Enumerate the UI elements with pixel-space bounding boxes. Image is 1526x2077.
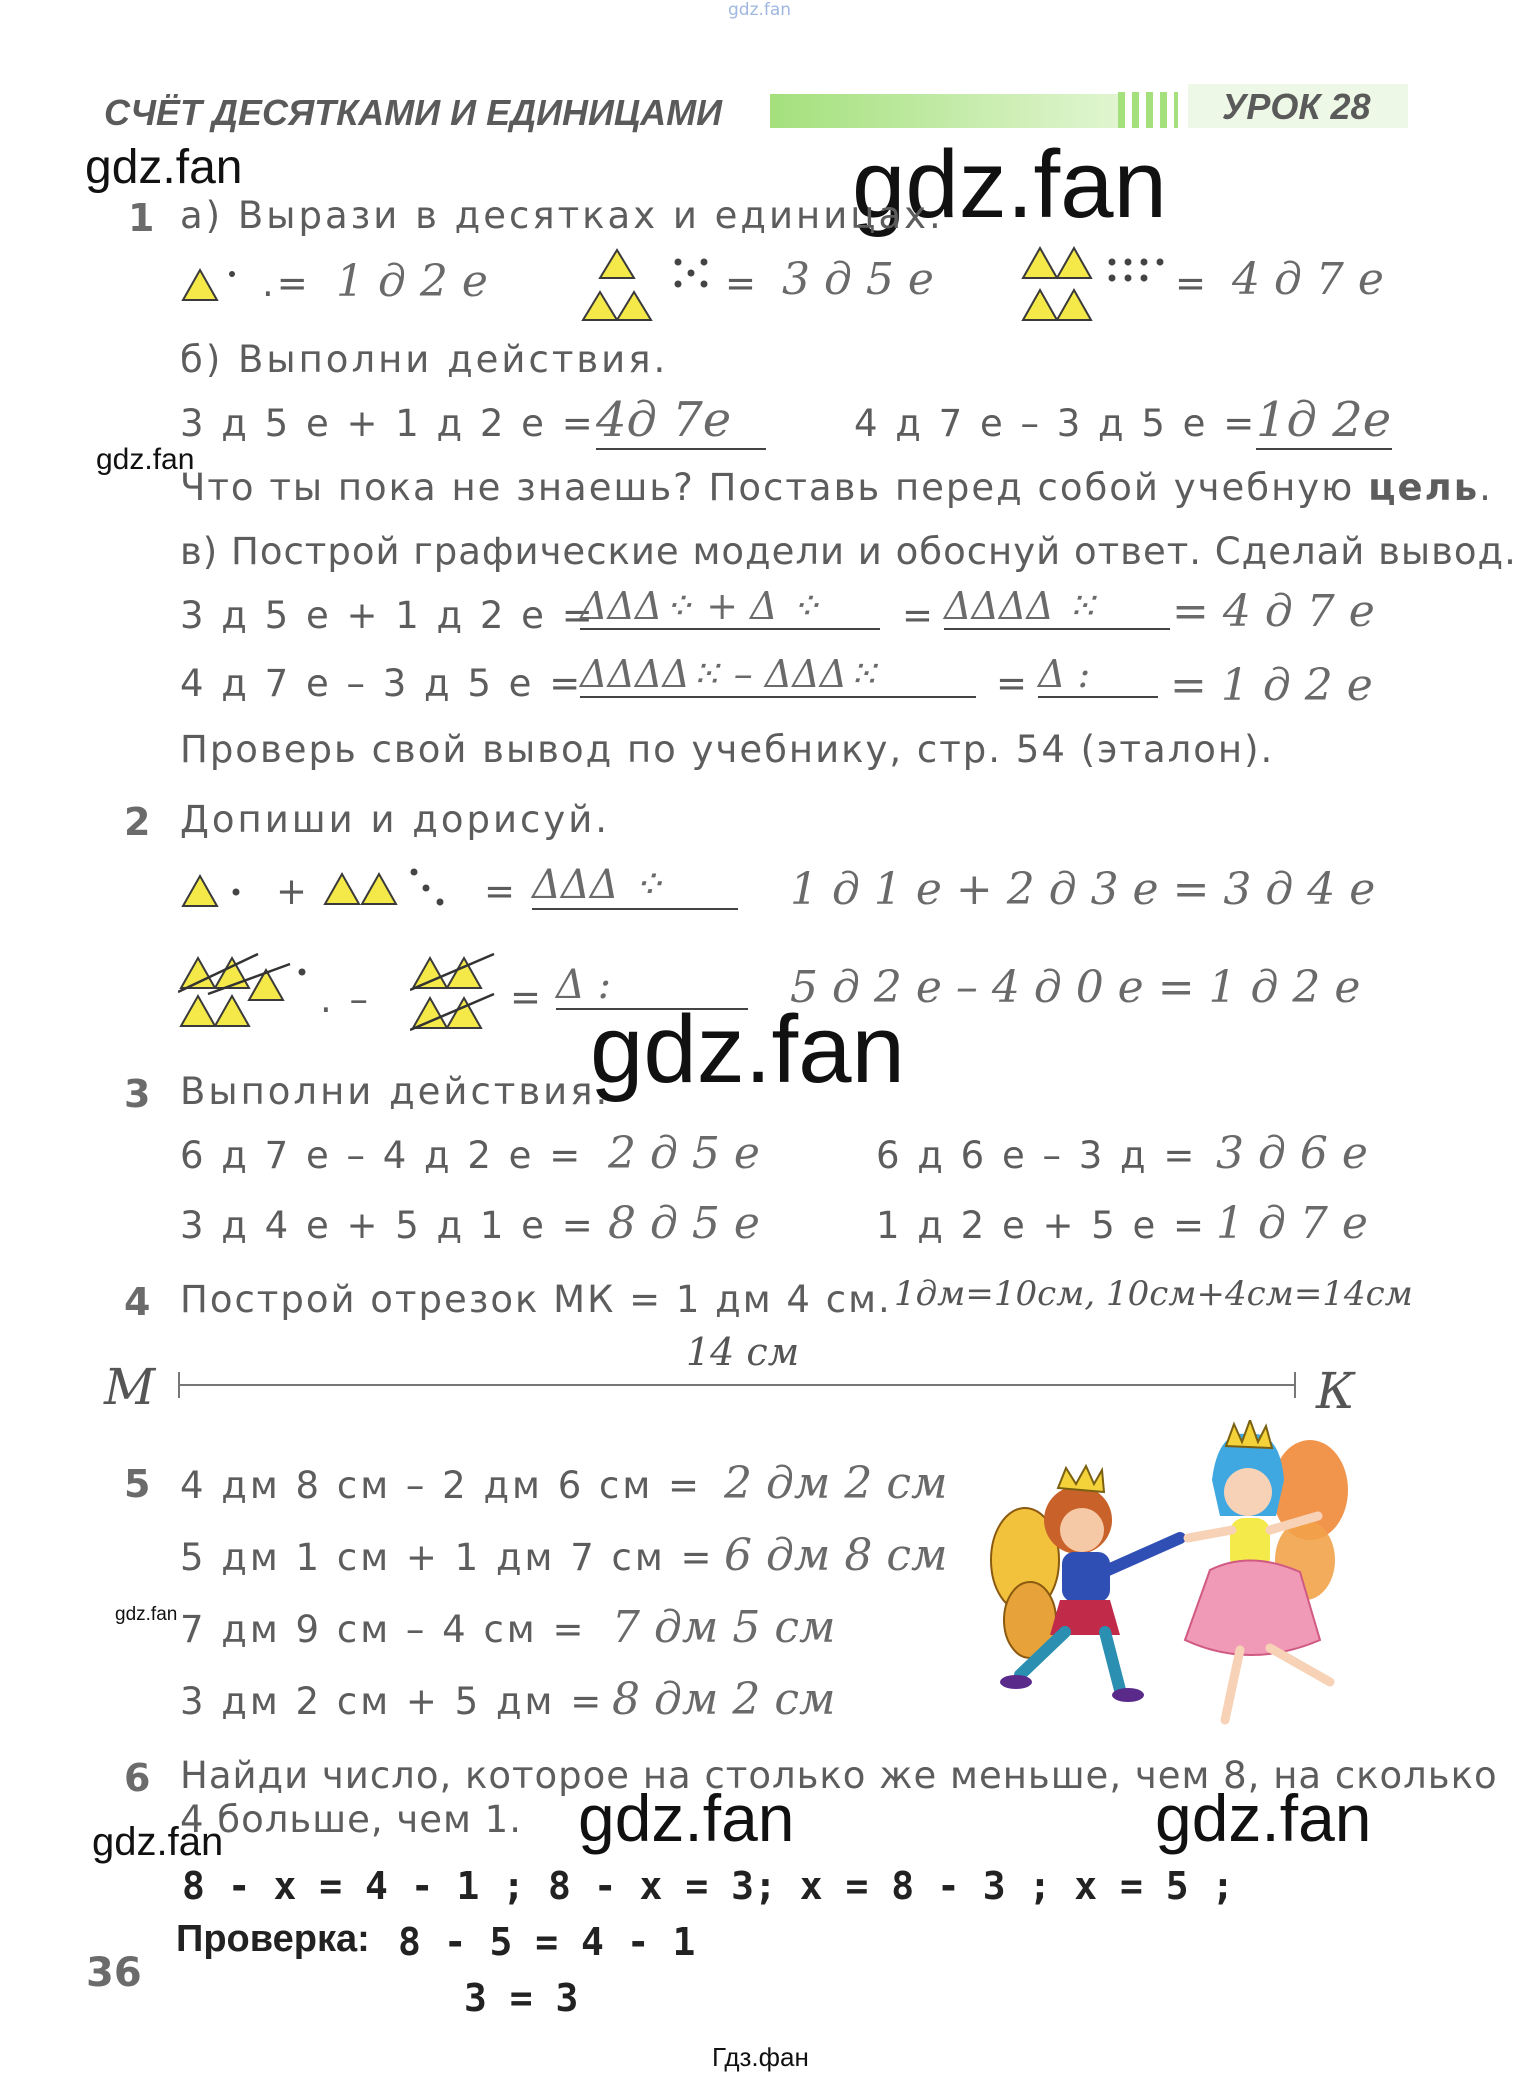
- watermark-4: gdz.fan: [590, 996, 905, 1103]
- task5-item-1-answer: 2 дм 2 см: [724, 1458, 948, 1509]
- task5-item-3-answer: 7 дм 5 см: [612, 1602, 836, 1653]
- task1-b-answer1: 4д 7е: [596, 392, 766, 450]
- task4-text: Построй отрезок МК = 1 дм 4 см.: [180, 1278, 892, 1321]
- task3-item-3-answer: 8 д 5 е: [608, 1198, 760, 1249]
- task6-number: 6: [124, 1756, 151, 1800]
- task1-check-text: Проверь свой вывод по учебнику, стр. 54 (эталон).: [180, 728, 1275, 771]
- task6-check-line1: 8 - 5 = 4 - 1: [398, 1920, 696, 1964]
- tri-model-2: [580, 246, 720, 326]
- header-band: [770, 94, 1150, 128]
- task3-item-2-expr: 6 д 6 е – 3 д =: [876, 1134, 1198, 1177]
- task1-a-text: а) Вырази в десятках и единицах.: [180, 194, 944, 237]
- task5-item-3-expr: 7 дм 9 см – 4 см =: [180, 1608, 587, 1651]
- task1-a-ans1: 1 д 2 е: [336, 256, 488, 307]
- task2-row2-minus: . –: [320, 978, 372, 1021]
- watermark-6: gdz.fan: [578, 1781, 795, 1855]
- task3-item-4-answer: 1 д 7 е: [1216, 1198, 1368, 1249]
- task1-a-ans2: 3 д 5 е: [782, 254, 934, 305]
- task1-c-eq1: =: [902, 594, 937, 637]
- girl-fairy: [1185, 1420, 1348, 1720]
- task1-goal-pre: Что ты пока не знаешь? Поставь перед собой учебную: [180, 466, 1355, 509]
- task1-goal-text: [180, 466, 1493, 509]
- task2-row2-left-model: [178, 950, 328, 1030]
- task1-c-result-model2: Δ :: [1038, 652, 1158, 698]
- task2-row1-left-model: [180, 866, 250, 911]
- task5-item-1-expr: 4 дм 8 см – 2 дм 6 см =: [180, 1464, 703, 1507]
- task3-item-1-expr: 6 д 7 е – 4 д 2 е =: [180, 1134, 584, 1177]
- task4-segment-tick-left: [178, 1372, 180, 1398]
- task4-segment-tick-right: [1294, 1372, 1296, 1398]
- task3-item-1-answer: 2 д 5 е: [608, 1128, 760, 1179]
- task2-number: 2: [124, 800, 151, 844]
- task1-b-answer2: 1д 2е: [1256, 392, 1392, 448]
- task4-point-k: К: [1316, 1362, 1355, 1420]
- task6-check-line2: 3 = 3: [464, 1976, 579, 2020]
- task1-a-eq1: .=: [262, 262, 311, 305]
- task2-row1-expr: 1 д 1 е + 2 д 3 е = 3 д 4 е: [790, 864, 1376, 915]
- page-number: 36: [86, 1950, 142, 1996]
- task1-c-text: в) Построй графические модели и обоснуй ответ. Сделай вывод.: [180, 530, 1517, 573]
- task1-goal-dot: .: [1479, 466, 1493, 509]
- boy-fairy: [991, 1466, 1180, 1702]
- task4-point-m: М: [104, 1358, 156, 1416]
- task1-number: 1: [128, 196, 155, 240]
- task4-segment-label: 14 см: [686, 1330, 800, 1374]
- task2-row1-model: ΔΔΔ ⁘: [532, 862, 738, 910]
- task1-goal-bold: цель: [1368, 466, 1480, 509]
- task2-row1-eq: =: [484, 870, 519, 913]
- task1-b-expr2: 4 д 7 е – 3 д 5 е =: [854, 402, 1258, 445]
- task3-number: 3: [124, 1072, 151, 1116]
- task2-row2-eq: =: [510, 976, 545, 1019]
- watermark-7: gdz.fan: [1155, 1781, 1372, 1855]
- task6-check-label: Проверка:: [176, 1918, 370, 1960]
- task6-solution: 8 - x = 4 - 1 ; 8 - x = 3; x = 8 - 3 ; x = 5 ;: [182, 1864, 1235, 1908]
- watermark-8: gdz.fan: [92, 1820, 224, 1864]
- task6-text-line2: 4 больше, чем 1.: [180, 1798, 522, 1841]
- task1-b-text: б) Выполни действия.: [180, 338, 669, 381]
- task2-row1-right-model: [322, 862, 462, 912]
- task1-c-model1: ΔΔΔ⁘ + Δ ⁘: [580, 584, 880, 630]
- task1-c-model2: ΔΔΔΔ⁙ – ΔΔΔ⁙: [580, 652, 976, 698]
- task1-b-expr1: 3 д 5 е + 1 д 2 е =: [180, 402, 596, 445]
- watermark-5: gdz.fan: [115, 1604, 178, 1625]
- task5-item-2-answer: 6 дм 8 см: [724, 1530, 948, 1581]
- task1-a-eq3: =: [1175, 262, 1210, 305]
- task1-a-eq2: =: [725, 262, 760, 305]
- watermark-3: gdz.fan: [96, 443, 195, 476]
- task2-row1-plus: +: [276, 870, 311, 913]
- task5-item-2-expr: 5 дм 1 см + 1 дм 7 см =: [180, 1536, 715, 1579]
- task1-c-expr1: 3 д 5 е + 1 д 2 е =: [180, 594, 596, 637]
- tri-model-1: [180, 262, 260, 307]
- task1-c-result-model1: ΔΔΔΔ ⁙: [944, 584, 1170, 630]
- watermark-2: gdz.fan: [852, 131, 1167, 238]
- task4-segment: [178, 1384, 1296, 1386]
- tri-model-3: [1020, 242, 1170, 324]
- task3-item-2-answer: 3 д 6 е: [1216, 1128, 1368, 1179]
- header-title: СЧЁТ ДЕСЯТКАМИ И ЕДИНИЦАМИ: [104, 92, 722, 133]
- task1-c-expr2: 4 д 7 е – 3 д 5 е =: [180, 662, 584, 705]
- task1-c-eq2: =: [996, 662, 1031, 705]
- task2-row2-model: Δ :: [556, 962, 748, 1010]
- header-band-stripes: [1118, 92, 1178, 128]
- task6-text-line1: Найди число, которое на столько же меньше, чем 8, на сколько: [180, 1754, 1498, 1797]
- task2-row2-expr: 5 д 2 е – 4 д 0 е = 1 д 2 е: [790, 962, 1361, 1013]
- watermark-bottom: Гдз.фан: [712, 2042, 809, 2072]
- watermark-top: gdz.fan: [728, 0, 792, 20]
- task3-item-3-expr: 3 д 4 е + 5 д 1 е =: [180, 1204, 596, 1247]
- task4-hand-note: 1дм=10см, 10см+4см=14см: [894, 1274, 1413, 1314]
- task1-c-ans1: = 4 д 7 е: [1172, 586, 1375, 637]
- task3-item-4-expr: 1 д 2 е + 5 е =: [876, 1204, 1208, 1247]
- task1-a-ans3: 4 д 7 е: [1232, 254, 1384, 305]
- task2-row2-sub-model: [410, 950, 500, 1032]
- task5-item-4-answer: 8 дм 2 см: [612, 1674, 836, 1725]
- task1-c-ans2: = 1 д 2 е: [1170, 660, 1373, 711]
- task3-text: Выполни действия.: [180, 1070, 611, 1113]
- task5-item-4-expr: 3 дм 2 см + 5 дм =: [180, 1680, 605, 1723]
- task2-text: Допиши и дорисуй.: [180, 798, 611, 841]
- watermark-1: gdz.fan: [85, 141, 243, 194]
- task5-number: 5: [124, 1462, 151, 1506]
- task4-number: 4: [124, 1280, 151, 1324]
- fairies-illustration: [980, 1420, 1400, 1740]
- lesson-label: УРОК 28: [1222, 86, 1371, 127]
